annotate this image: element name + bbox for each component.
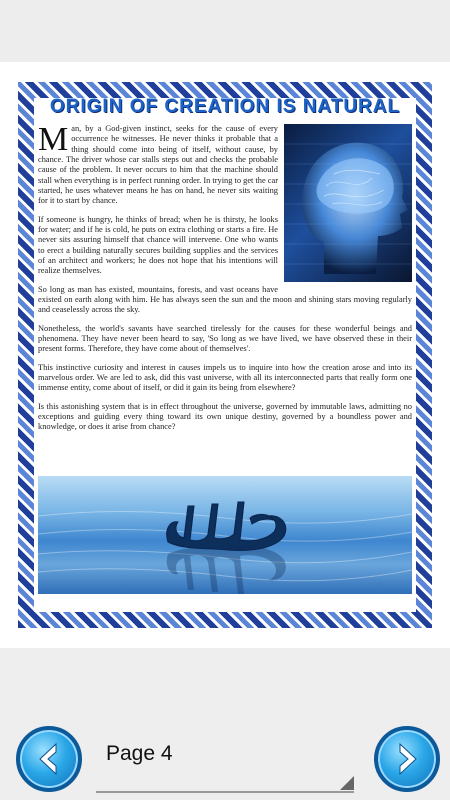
paragraph-6: Is this astonishing system that is in effect throughout the universe, governed by immutable laws, admitting no exceptions and guiding every thing toward its own unique destiny, governed by a boundless power and knowledge, or does it arise from chance?: [38, 401, 412, 432]
paragraph-1: Man, by a God-given instinct, seeks for the cause of every occurrence he witnesses. He never thinks it probable that a thing should come into being of itself, without cause, by chance. The driver whose car stalls steps out and checks the probable cause of the problem. It never occurs to him that the machine should stall when everything is in perfect running order. In trying to get the car started, he uses whatever means he has on hand, he never sits waiting for it to start by chance.: [38, 121, 279, 206]
chevron-right-icon: [378, 730, 436, 788]
page-number-label: Page 4: [106, 742, 173, 765]
brain-illustration: [284, 124, 412, 282]
calligraphy-water-image: [38, 476, 412, 594]
paragraph-2: If someone is hungry, he thinks of bread; when he is thirsty, he looks for water; and if he is cold, he puts on extra clothing or starts a fire. He never sits assuring himself that chance will intervene. One who wants to erect a building naturally secures building supplies and the services of an architect and workers; he does not hope that his intentions will realize themselves.: [38, 214, 278, 276]
calligraphy-illustration: [38, 476, 412, 594]
previous-page-button[interactable]: [16, 726, 82, 792]
page-title: ORIGIN OF CREATION IS NATURAL: [49, 96, 401, 117]
drop-cap: M: [38, 121, 69, 158]
paragraph-3: So long as man has existed, mountains, forests, and vast oceans have existed on earth along with him. He has always seen the sun and the moon and shining stars moving regularly and ceaselessly across the sky.: [38, 284, 412, 315]
chevron-left-icon: [20, 730, 78, 788]
page-number-underline: [96, 791, 354, 793]
top-band: [0, 0, 450, 62]
page-picker-corner-icon[interactable]: [340, 776, 354, 790]
paragraph-5: This instinctive curiosity and interest in causes impels us to inquire into how the creation arose and into its marvelous order. We are led to ask, did this vast universe, with all its interconnected parts that really form one immense entity, come about of itself, or did it gain its being from elsewhere?: [38, 362, 412, 393]
paragraph-4: Nonetheless, the world's savants have searched tirelessly for the causes for these wonderful beings and phenomena. They have never been heard to say, 'So long as we have lived, we have observed these in their present forms. Therefore, they have come about of themselves'.: [38, 323, 412, 354]
next-page-button[interactable]: [374, 726, 440, 792]
article-body: [38, 121, 412, 441]
brain-head-image: [284, 124, 412, 282]
